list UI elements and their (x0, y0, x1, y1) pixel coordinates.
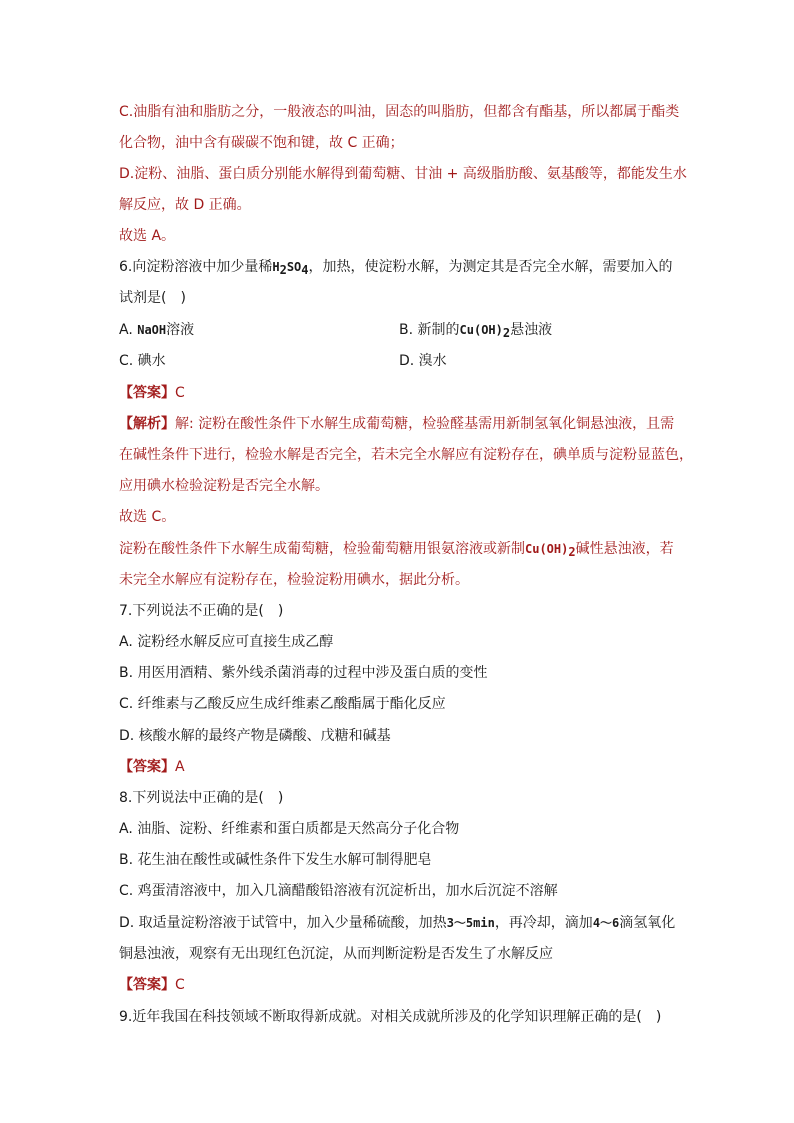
q7-answer-label: 【答案】 (119, 759, 175, 775)
q8-option-d-text-b: ，再冷却，滴加 (494, 915, 593, 931)
q8-answer-label: 【答案】 (119, 977, 175, 993)
explanation-d-line2: 解反应，故 D 正确。 (119, 197, 251, 213)
q8-option-b: B. 花生油在酸性或碱性条件下发生水解可制得肥皂 (119, 852, 432, 868)
q8-answer (119, 975, 185, 995)
q6-option-b-formula: Cu(OH) (459, 323, 503, 337)
q6-stem-line1 (119, 257, 673, 277)
q8-stem: 8.下列说法中正确的是( ) (119, 790, 284, 806)
q8-option-d-text-c: 滴氢氧化 (619, 915, 676, 931)
q8-option-d-text-a: D. 取适量淀粉溶液于试管中，加入少量稀硫酸，加热 (119, 915, 447, 931)
q6-summary-text-a: 淀粉在酸性条件下水解生成葡萄糖，检验葡萄糖用银氨溶液或新制 (119, 541, 525, 557)
q6-formula-h: H (272, 260, 280, 274)
q6-option-a-suffix: 溶液 (166, 322, 195, 338)
q9-stem: 9.近年我国在科技领域不断取得新成就。对相关成就所涉及的化学知识理解正确的是( ) (119, 1009, 662, 1025)
q8-option-d-drops: 4～6 (592, 916, 620, 930)
q6-summary-line1 (119, 539, 674, 559)
q6-summary-text-b: 碱性悬浊液，若 (575, 541, 674, 557)
q7-option-a: A. 淀粉经水解反应可直接生成乙醇 (119, 634, 334, 650)
q6-option-b-sub: 2 (502, 326, 511, 340)
q6-answer-label: 【答案】 (119, 385, 175, 401)
q6-stem-text-b: ，加热，使淀粉水解，为测定其是否完全水解，需要加入的 (308, 259, 673, 275)
q6-analysis-line2: 在碱性条件下进行，检验水解是否完全，若未完全水解应有淀粉存在，碘单质与淀粉显蓝色， (119, 447, 693, 463)
q7-answer (119, 757, 185, 777)
explanation-d-line1: D.淀粉、油脂、蛋白质分别能水解得到葡萄糖、甘油 + 高级脂肪酸、氨基酸等，都能发生水 (119, 166, 687, 182)
q6-formula-so: SO (286, 260, 302, 274)
q6-formula-sub2: 4 (301, 263, 309, 277)
q6-option-a-formula: NaOH (137, 323, 167, 337)
q7-option-b: B. 用医用酒精、紫外线杀菌消毒的过程中涉及蛋白质的变性 (119, 665, 488, 681)
q6-stem-line2: 试剂是( ) (119, 290, 186, 306)
explanation-c-line2: 化合物，油中含有碳碳不饱和键，故 C 正确； (119, 135, 404, 151)
q6-option-b (399, 320, 552, 340)
q7-option-c: C. 纤维素与乙酸反应生成纤维素乙酸酯属于酯化反应 (119, 696, 446, 712)
q6-analysis-label: 【解析】 (119, 416, 175, 432)
q6-stem-text-a: 6.向淀粉溶液中加少量稀 (119, 259, 273, 275)
q6-analysis-text1: 解: 淀粉在酸性条件下水解生成葡萄糖，检验醛基需用新制氢氧化铜悬浊液，且需 (175, 416, 675, 432)
q8-option-d-line2: 铜悬浊液，观察有无出现红色沉淀，从而判断淀粉是否发生了水解反应 (119, 946, 553, 962)
q7-option-d: D. 核酸水解的最终产物是磷酸、戊糖和碱基 (119, 728, 391, 744)
q8-option-c: C. 鸡蛋清溶液中，加入几滴醋酸铅溶液有沉淀析出，加水后沉淀不溶解 (119, 883, 558, 899)
q7-answer-value: A (175, 759, 185, 775)
q6-formula-sub1: 2 (279, 263, 287, 277)
q6-analysis-line3: 应用碘水检验淀粉是否完全水解。 (119, 478, 329, 494)
q6-answer-value: C (175, 385, 185, 401)
q6-option-b-suffix: 悬浊液 (510, 322, 553, 338)
q6-summary-formula: Cu(OH) (525, 542, 569, 556)
q8-answer-value: C (175, 977, 185, 993)
q8-option-a: A. 油脂、淀粉、纤维素和蛋白质都是天然高分子化合物 (119, 821, 460, 837)
q6-option-c: C. 碘水 (119, 353, 166, 369)
explanation-c-line1: C.油脂有油和脂肪之分，一般液态的叫油，固态的叫脂肪，但都含有酯基，所以都属于酯类 (119, 104, 680, 120)
q7-stem: 7.下列说法不正确的是( ) (119, 603, 284, 619)
q6-option-a (119, 320, 194, 340)
q6-answer (119, 383, 185, 403)
q6-option-d: D. 溴水 (399, 353, 447, 369)
q8-option-d-time: 3～5min (446, 916, 495, 930)
explanation-choose: 故选 A。 (119, 228, 176, 244)
q6-choose: 故选 C。 (119, 509, 176, 525)
q6-analysis-line1 (119, 414, 674, 434)
q6-summary-sub: 2 (568, 545, 576, 559)
q6-option-b-prefix: B. 新制的 (399, 322, 460, 338)
q8-option-d-line1 (119, 913, 675, 933)
q6-summary-line2: 未完全水解应有淀粉存在，检验淀粉用碘水，据此分析。 (119, 572, 469, 588)
q6-option-a-prefix: A. (119, 322, 138, 338)
